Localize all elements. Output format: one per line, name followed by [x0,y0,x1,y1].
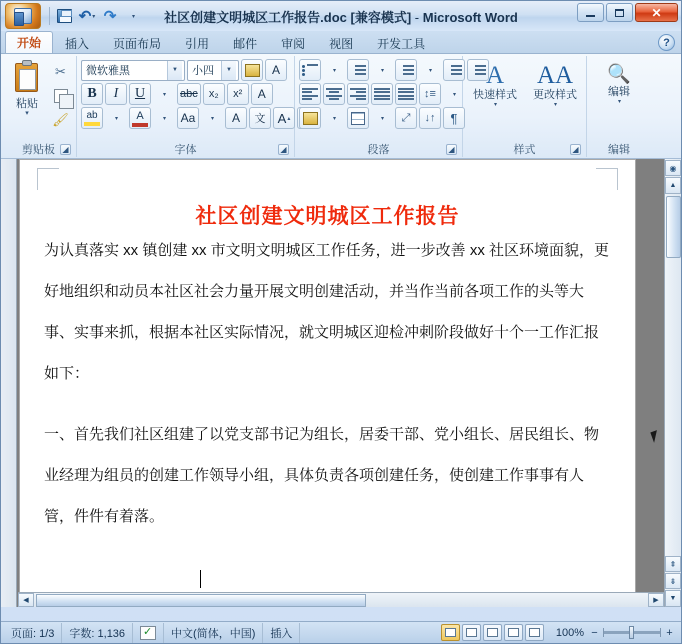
zoom-out-button[interactable]: − [591,626,598,639]
bold-icon: B [87,86,97,101]
group-label-text: 编辑 [608,144,630,156]
save-button[interactable] [53,5,75,27]
save-icon [57,9,72,23]
strikethrough-button[interactable] [177,83,201,105]
chevron-down-icon: ▾ [553,102,557,108]
proofing-icon [140,626,156,640]
font-controls [81,58,290,129]
chevron-down-icon: ▾ [493,102,497,108]
char-border-icon: A [271,63,280,77]
highlight-color-dropdown[interactable] [105,107,127,129]
font-name-value: 微软雅黑 [86,65,130,77]
cut-button[interactable] [49,61,72,83]
web-layout-view-button[interactable] [483,624,502,641]
justify-icon [374,88,390,101]
chevron-down-icon[interactable]: ▾ [92,13,96,20]
zoom-slider[interactable] [590,627,678,639]
group-label-text: 字体 [174,144,197,156]
font-color-button[interactable] [129,107,151,129]
character-border-button[interactable] [265,59,287,81]
align-right-icon [350,88,366,101]
next-page-button[interactable] [665,573,681,589]
close-icon: ✕ [651,5,662,20]
quick-styles-icon: A [485,62,505,89]
change-styles-label: 更改样式 [533,89,577,101]
chevron-down-icon: ▾ [428,67,432,74]
quick-styles-label: 快速样式 [473,89,517,101]
tab-label: 页面布局 [113,36,162,51]
window-title-sep: - [411,9,423,25]
title-bar [1,1,681,31]
arrow-right-icon: ▶ [653,597,659,604]
document-title: 社区创建文明城区工作报告 [195,205,460,228]
shading-dropdown[interactable] [323,107,345,129]
underline-dropdown[interactable] [153,83,175,105]
char-shading-icon: A [231,111,240,125]
paragraph-spacer [44,394,611,414]
italic-button[interactable] [105,83,127,105]
font-color-icon [132,107,148,129]
paragraph-row-1 [299,59,489,81]
font-row-3 [81,107,290,129]
borders-button[interactable] [347,107,369,129]
pilcrow-icon: ¶ [450,110,458,126]
window-controls [577,3,678,22]
next-page-icon: ⇟ [669,576,677,586]
tab-label: 邮件 [233,36,258,51]
group-body [299,58,458,143]
tab-label: 插入 [65,36,90,51]
chevron-down-icon: ▾ [452,91,456,98]
shading-icon [303,112,318,125]
status-bar [1,621,681,643]
redo-button[interactable] [99,5,121,27]
previous-page-button[interactable] [665,556,681,572]
full-screen-reading-view-button[interactable] [462,624,481,641]
decrease-indent-button[interactable] [443,59,465,81]
sort-icon: ↓↑ [424,112,436,124]
vertical-ruler [1,159,17,607]
maximize-button[interactable] [606,3,633,22]
tab-insert[interactable] [53,32,101,53]
binoculars-icon: 🔍 [607,64,631,85]
paste-label: 粘贴 [16,98,38,110]
font-name-combo[interactable] [81,60,185,81]
group-label-clipboard [5,143,72,157]
horizontal-scrollbar[interactable] [18,592,664,607]
show-marks-button[interactable] [443,107,465,129]
tab-label: 开发工具 [377,36,426,51]
customize-qat-button[interactable] [122,5,144,27]
change-styles-button[interactable] [527,62,583,108]
justify-button[interactable] [371,83,393,105]
divider [49,7,50,25]
bullets-dropdown[interactable] [323,59,345,81]
vertical-scrollbar[interactable] [664,159,681,607]
paste-button[interactable] [5,58,49,117]
document-area [1,159,681,607]
distribute-button[interactable] [395,83,417,105]
chevron-down-icon[interactable]: ▼ [221,61,236,80]
tab-label: 开始 [17,36,42,50]
status-language[interactable]: 中文(简体，中国) [164,623,263,643]
distribute-text-icon: ⤢ [401,111,411,124]
paragraph-row-2 [299,83,489,105]
group-label-text: 段落 [367,144,390,156]
line-spacing-dropdown[interactable] [443,83,465,105]
text-effect-icon: 文 [254,113,266,125]
character-shading-button[interactable] [225,107,247,129]
arrow-down-icon: ▼ [669,595,677,602]
ribbon [1,54,681,159]
numbering-button[interactable] [347,59,369,81]
chevron-down-icon: ▾ [332,67,336,74]
group-label-paragraph [299,143,458,157]
document-page[interactable] [19,159,636,607]
outline-view-button[interactable] [504,624,523,641]
tab-home[interactable] [5,31,53,53]
group-body [81,58,290,143]
format-painter-button[interactable] [49,109,72,131]
multilevel-list-button[interactable] [395,59,417,81]
tab-label: 视图 [329,36,354,51]
paragraph-dialog-launcher[interactable]: ◢ [446,144,457,155]
zoom-level[interactable]: 100% [555,626,584,639]
subscript-button[interactable] [203,83,225,105]
chevron-down-icon: ▾ [114,115,118,122]
chevron-down-icon: ▾ [380,115,384,122]
editing-label: 编辑 [608,86,630,98]
underline-icon: U [134,86,146,101]
enclose-char-icon: A [257,87,266,101]
view-buttons [441,624,550,641]
clipboard-small-buttons [49,58,72,131]
group-label-editing [591,143,647,157]
undo-icon: ↶ [78,7,92,25]
font-size-value: 小四 [192,65,214,77]
office-logo-icon [14,8,32,24]
tab-review[interactable] [269,32,317,53]
align-center-icon [326,88,342,101]
ribbon-group-editing [587,56,651,157]
group-body [5,58,72,143]
font-color-glyph: A [136,109,144,122]
quick-access-toolbar [47,5,144,27]
ribbon-tabs [1,31,681,54]
bullet-list-icon [302,64,318,77]
chevron-down-icon: ▾ [332,115,336,122]
help-icon[interactable]: ? [658,34,675,51]
tab-label: 审阅 [281,36,306,51]
borders-icon [351,112,365,125]
decrease-indent-icon [446,64,462,77]
text-effect-button[interactable] [249,107,271,129]
editing-button[interactable] [591,62,647,105]
draft-view-button[interactable] [525,624,544,641]
document-paragraph: 为认真落实 xx 镇创建 xx 市文明文明城区工作任务，进一步改善 xx 社区环境面貌，更好地组织和动员本社区社会力量开展文明创建活动，并当作当前各项工作的头等大事、实事来抓，根据本社区实际情况，就文明城区迎检冲刺阶段做好十个一工作汇报如下： [44,242,610,382]
numbered-list-icon [350,64,366,77]
scissors-icon: ✂ [55,64,66,79]
line-spacing-button[interactable] [419,83,441,105]
tab-label: 引用 [185,36,210,51]
distribute-icon [398,88,414,101]
change-case-icon: Aa [180,111,196,125]
bullets-button[interactable] [299,59,321,81]
text-caret [200,570,201,588]
grow-font-button[interactable]: A ▴ [273,107,295,129]
paragraph-controls [299,58,489,129]
document-body[interactable] [44,230,611,537]
change-case-dropdown[interactable] [201,107,223,129]
clipboard-icon [12,60,42,94]
page-canvas[interactable] [17,159,664,607]
select-browse-object-button[interactable] [665,160,681,176]
window-title-app: Microsoft Word [422,9,518,25]
paragraph-row-3 [299,107,489,129]
align-center-button[interactable] [323,83,345,105]
highlight-glyph: ab [86,110,98,121]
status-insert-mode[interactable]: 插入 [263,623,300,643]
align-right-button[interactable] [347,83,369,105]
chevron-down-icon: ▾ [210,115,214,122]
minimize-icon [586,15,595,17]
change-styles-icon: AA [536,62,574,89]
line-spacing-icon: ↕≡ [424,88,436,100]
enclose-characters-button[interactable] [251,83,273,105]
multilevel-list-icon [398,64,414,77]
highlight-color-button[interactable] [81,107,103,129]
distribute-text-button[interactable] [395,107,417,129]
chevron-down-icon: ▾ [131,13,135,20]
maximize-icon [615,9,624,17]
grow-font-icon: A [277,110,287,126]
arrow-up-icon: ▲ [669,182,677,189]
font-row-1 [81,59,290,81]
scroll-left-button[interactable] [18,593,34,607]
prev-page-icon: ⇞ [669,559,677,569]
bold-button[interactable] [81,83,103,105]
ribbon-group-clipboard [1,56,77,157]
scroll-up-button[interactable] [665,177,681,194]
styles-dialog-launcher[interactable]: ◢ [570,144,581,155]
quick-styles-button[interactable] [467,62,523,108]
copy-button[interactable] [49,85,72,107]
chevron-down-icon: ▾ [380,67,384,74]
tab-mailings[interactable] [221,32,269,53]
italic-icon: I [113,86,119,101]
align-left-icon [302,88,318,101]
office-button[interactable] [5,3,41,29]
ribbon-group-styles [463,56,587,157]
tab-page-layout[interactable] [101,32,173,53]
zoom-in-button[interactable]: + [666,626,673,639]
sort-button[interactable] [419,107,441,129]
mouse-pointer [650,430,660,443]
zoom-track[interactable] [603,631,661,634]
scroll-right-button[interactable] [648,593,664,607]
editing-buttons [591,58,647,105]
status-proofing-button[interactable] [133,623,164,643]
subscript-icon: x₂ [208,88,219,100]
group-label-text: 剪贴板 [22,144,55,156]
font-dialog-launcher[interactable]: ◢ [278,144,289,155]
group-label-font [81,143,290,157]
font-size-combo[interactable] [187,60,239,81]
copy-icon [54,89,68,103]
tab-developer[interactable] [365,32,437,53]
clipboard-dialog-launcher[interactable]: ◢ [60,144,71,155]
shading-button[interactable] [299,107,321,129]
ribbon-group-paragraph [295,56,463,157]
status-page-indicator[interactable]: 页面: 1/3 [4,623,62,643]
multilevel-dropdown[interactable] [419,59,441,81]
minimize-button[interactable] [577,3,604,22]
hscroll-thumb[interactable] [36,594,366,607]
phonetic-guide-button[interactable] [241,59,263,81]
highlight-icon [84,107,100,129]
styles-buttons [467,58,583,108]
ribbon-group-font [77,56,295,157]
numbering-dropdown[interactable] [371,59,393,81]
page-layout-view-button[interactable] [441,624,460,641]
chevron-down-icon: ▾ [617,99,621,105]
margin-mark [596,168,618,190]
close-button[interactable] [635,3,678,22]
chevron-down-icon: ▾ [162,91,166,98]
arrow-left-icon: ◀ [23,597,29,604]
tab-references[interactable] [173,32,221,53]
margin-mark [37,168,59,190]
group-body [591,58,647,143]
font-row-2 [81,83,290,105]
underline-button[interactable] [129,83,151,105]
chevron-down-icon[interactable]: ▼ [167,61,182,80]
window-title-doc: 社区创建文明城区工作报告.doc [兼容模式] [164,9,412,25]
chevron-down-icon: ▾ [162,115,166,122]
group-label-styles [467,143,582,157]
superscript-button[interactable] [227,83,249,105]
redo-icon: ↷ [103,7,117,25]
scroll-down-button[interactable] [665,590,681,607]
tab-view[interactable] [317,32,365,53]
borders-dropdown[interactable] [371,107,393,129]
phonetic-icon [245,64,260,77]
font-color-dropdown[interactable] [153,107,175,129]
paintbrush-icon: 🖌 [52,112,69,127]
align-left-button[interactable] [299,83,321,105]
document-paragraph: 一、首先我们社区组建了以党支部书记为组长，居委干部、党小组长、居民组长、物业经理为组员的创建工作领导小组，具体负责各项创建任务，使创建工作事事有人管，件件有着落。 [44,426,600,525]
scroll-thumb[interactable] [666,196,681,258]
group-body [467,58,582,143]
zoom-thumb[interactable] [629,626,634,639]
status-word-count[interactable]: 字数: 1,136 [62,623,133,643]
superscript-icon: x² [233,88,243,100]
change-case-button[interactable] [177,107,199,129]
strikethrough-icon: abc [180,88,198,100]
undo-button[interactable] [76,5,98,27]
chevron-down-icon[interactable]: ▾ [25,110,29,117]
browse-object-icon: ◉ [669,163,677,173]
group-label-text: 样式 [513,144,536,156]
